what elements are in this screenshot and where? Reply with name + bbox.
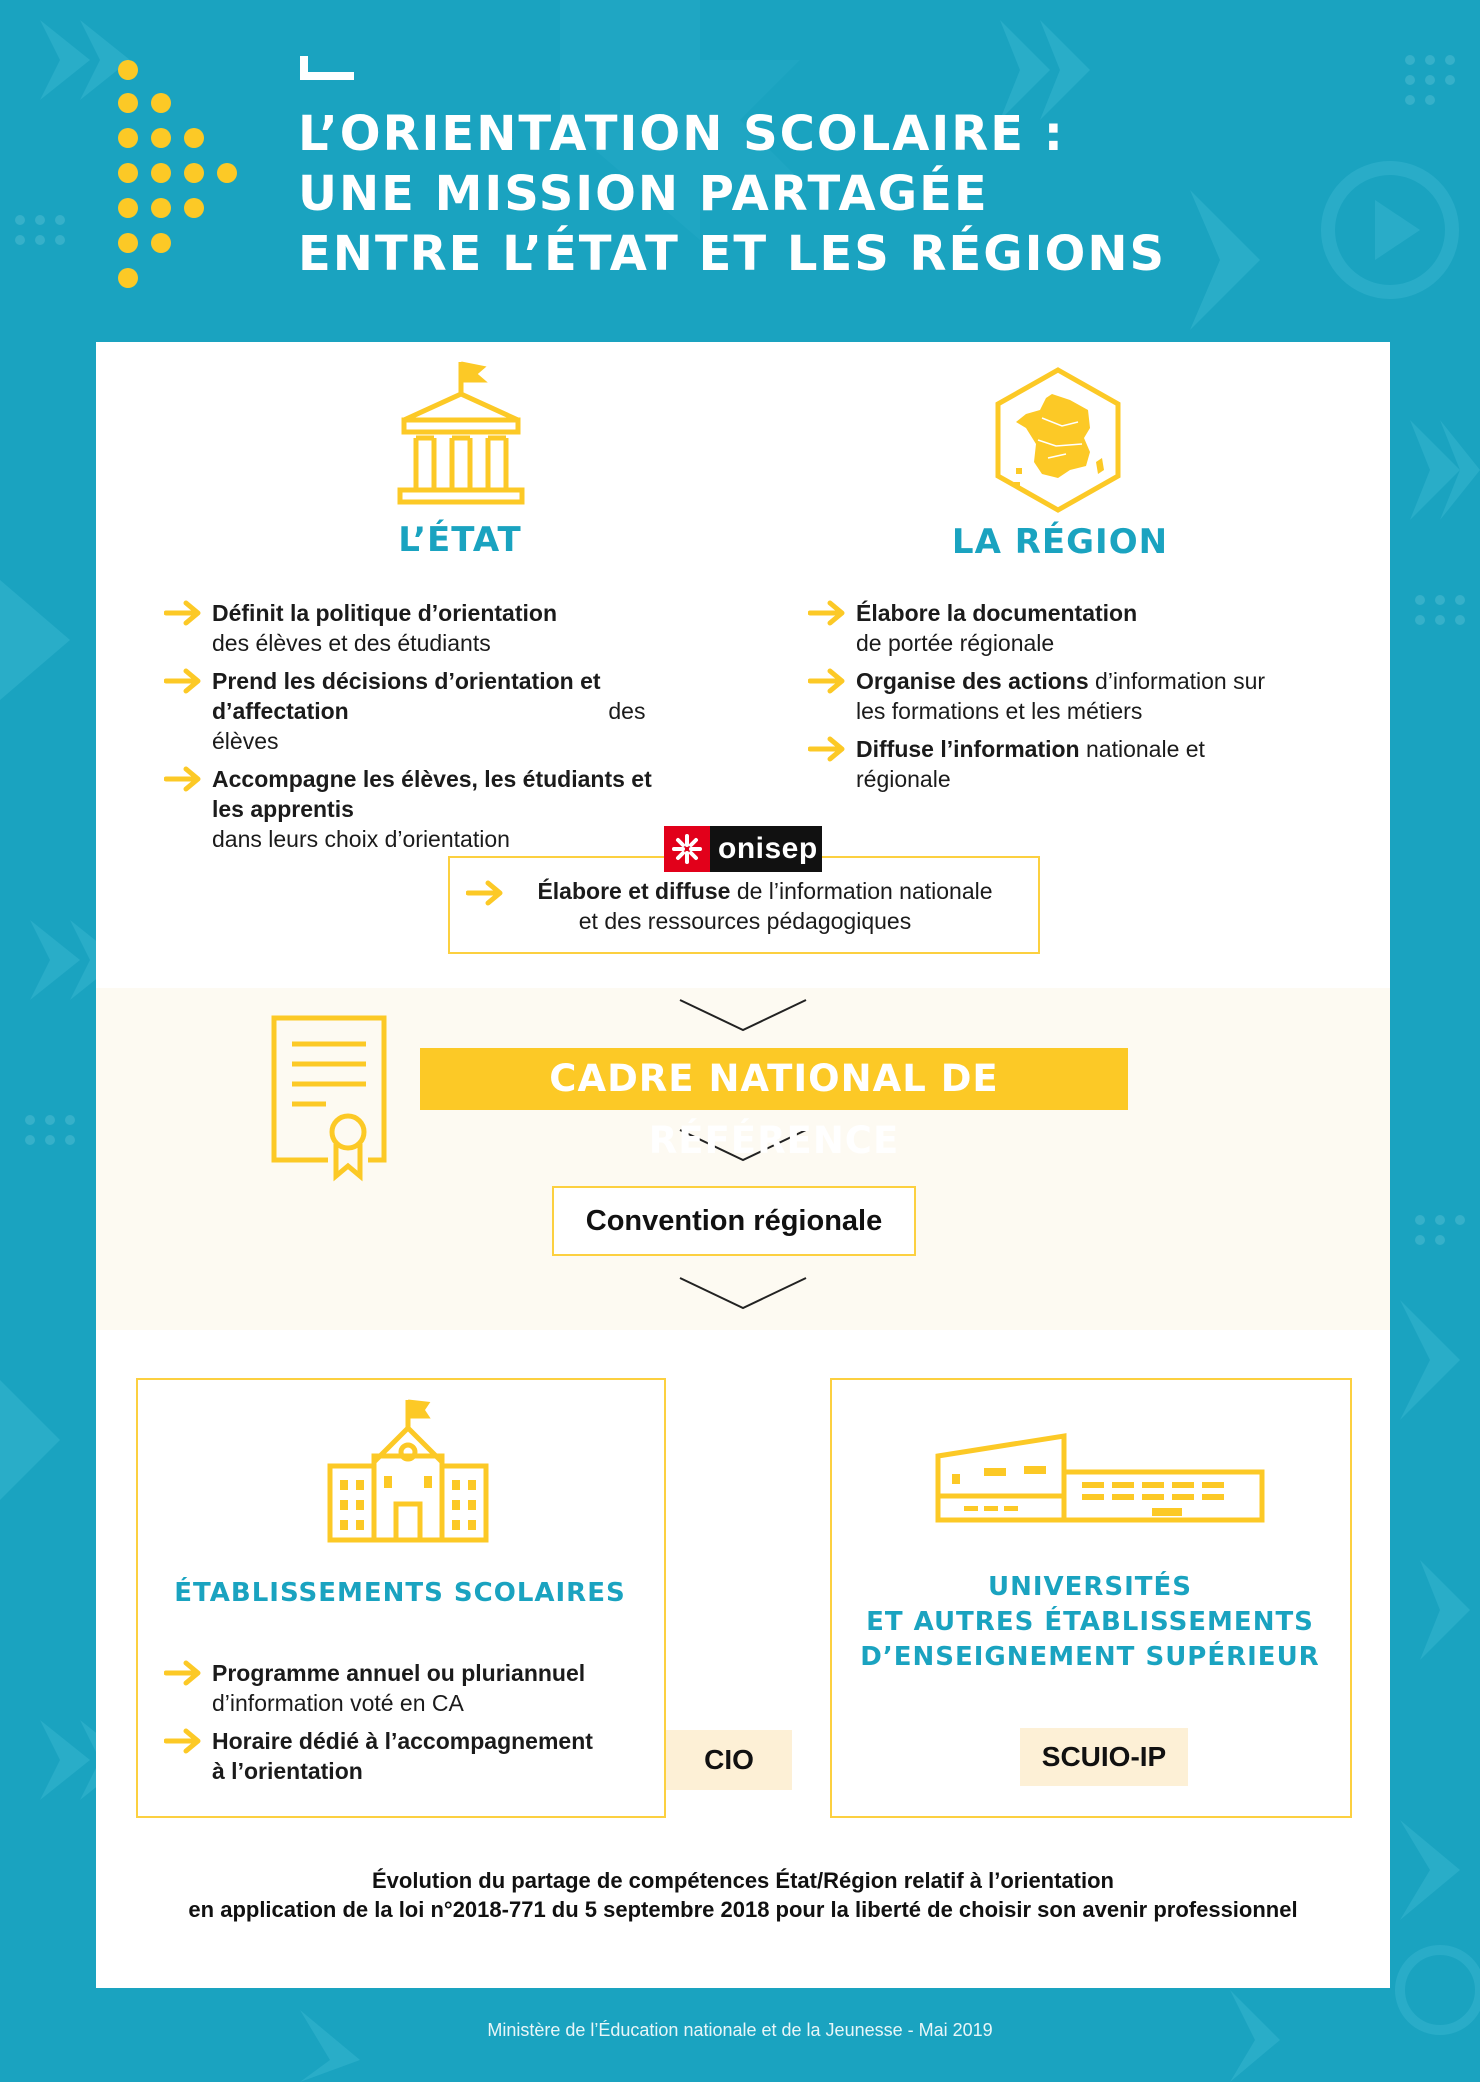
onisep-logo-text: onisep <box>718 832 818 865</box>
footnote-line-2: en application de la loi n°2018-771 du 5 septembre 2018 pour la liberté de choisir son avenir professionnel <box>188 1897 1298 1922</box>
chevron-down-icon <box>678 998 808 1032</box>
region-item-2-text: d’information sur les formations et les métiers <box>856 668 1266 724</box>
onisep-star-icon <box>664 826 710 872</box>
state-building-icon <box>396 358 526 508</box>
etablissements-heading: ÉTABLISSEMENTS SCOLAIRES <box>174 1578 626 1608</box>
cadre-national-banner: CADRE NATIONAL DE RÉFÉRENCE <box>420 1048 1128 1110</box>
certificate-icon <box>270 1014 390 1184</box>
credit-line: Ministère de l’Éducation nationale et de la Jeunesse - Mai 2019 <box>487 2020 993 2040</box>
region-heading: LA RÉGION <box>951 522 1169 562</box>
etat-item-3-bold: Accompagne les élèves, les étudiants et les apprentis <box>212 766 652 822</box>
arrow-right-icon <box>164 600 202 626</box>
etablissements-item-2-bold: Horaire dédié à l’accompagnement à l’orientation <box>212 1728 593 1784</box>
etablissements-item-1 <box>164 1658 624 1718</box>
footnote-line-1: Évolution du partage de compétences État/Région relatif à l’orientation <box>371 1868 1114 1893</box>
universites-heading <box>840 1570 1340 1675</box>
etat-item-1 <box>164 598 684 658</box>
onisep-bold: Élabore et diffuse <box>537 878 731 904</box>
universites-heading-line-3: D’ENSEIGNEMENT SUPÉRIEUR <box>860 1642 1320 1672</box>
region-item-3 <box>808 734 1268 794</box>
etat-heading: L’ÉTAT <box>398 520 522 560</box>
etat-list <box>164 598 684 862</box>
etat-item-1-text: des élèves et des étudiants <box>212 630 491 656</box>
university-building-icon <box>934 1432 1266 1526</box>
etablissements-item-1-bold: Programme annuel ou pluriannuel <box>212 1660 586 1686</box>
title-line-1: L’ORIENTATION SCOLAIRE : <box>298 106 1065 162</box>
arrow-right-icon <box>164 1660 202 1686</box>
etat-item-2-bold: Prend les décisions d’orientation et d’affectation <box>212 668 601 724</box>
onisep-logo <box>664 826 822 872</box>
arrow-right-icon <box>164 1728 202 1754</box>
region-item-1 <box>808 598 1268 658</box>
region-item-1-bold: Élabore la documentation <box>856 600 1138 626</box>
etablissements-list <box>164 1658 624 1794</box>
region-item-1-text: de portée régionale <box>856 630 1055 656</box>
dot-arrow-logo <box>110 58 245 298</box>
chevron-down-icon <box>678 1276 808 1310</box>
title-line-2: UNE MISSION PARTAGÉE <box>298 166 989 222</box>
region-item-3-text: nationale et régionale <box>856 736 1205 792</box>
onisep-text-2: et des ressources pédagogiques <box>578 908 912 934</box>
etat-item-3-text: dans leurs choix d’orientation <box>212 826 510 852</box>
page-title <box>298 104 1166 284</box>
cio-tag: CIO <box>666 1730 792 1790</box>
etat-item-2 <box>164 666 684 756</box>
school-building-icon <box>326 1396 490 1546</box>
etat-item-1-bold: Définit la politique d’orientation <box>212 600 557 626</box>
arrow-right-icon <box>808 600 846 626</box>
region-item-3-bold: Diffuse l’information <box>856 736 1080 762</box>
arrow-right-icon <box>164 766 202 792</box>
region-item-2 <box>808 666 1268 726</box>
region-item-2-bold: Organise des actions <box>856 668 1089 694</box>
universites-heading-line-2: ET AUTRES ÉTABLISSEMENTS <box>866 1607 1314 1637</box>
france-map-icon <box>992 366 1124 514</box>
universites-heading-line-1: UNIVERSITÉS <box>987 1572 1193 1602</box>
arrow-right-icon <box>164 668 202 694</box>
convention-regionale-box: Convention régionale <box>552 1186 916 1256</box>
onisep-text-1: de l’information nationale <box>730 878 993 904</box>
region-list <box>808 598 1268 802</box>
arrow-right-icon <box>808 736 846 762</box>
etablissements-item-1-text: d’information voté en CA <box>212 1690 464 1716</box>
etat-item-3 <box>164 764 684 854</box>
scuio-ip-tag: SCUIO-IP <box>1020 1728 1188 1786</box>
etat-item-2-text: des élèves <box>212 698 646 754</box>
arrow-right-icon <box>808 668 846 694</box>
title-decoration <box>300 56 354 80</box>
etablissements-item-2 <box>164 1726 624 1786</box>
footnote <box>96 1866 1390 1924</box>
title-line-3: ENTRE L’ÉTAT ET LES RÉGIONS <box>298 226 1167 282</box>
